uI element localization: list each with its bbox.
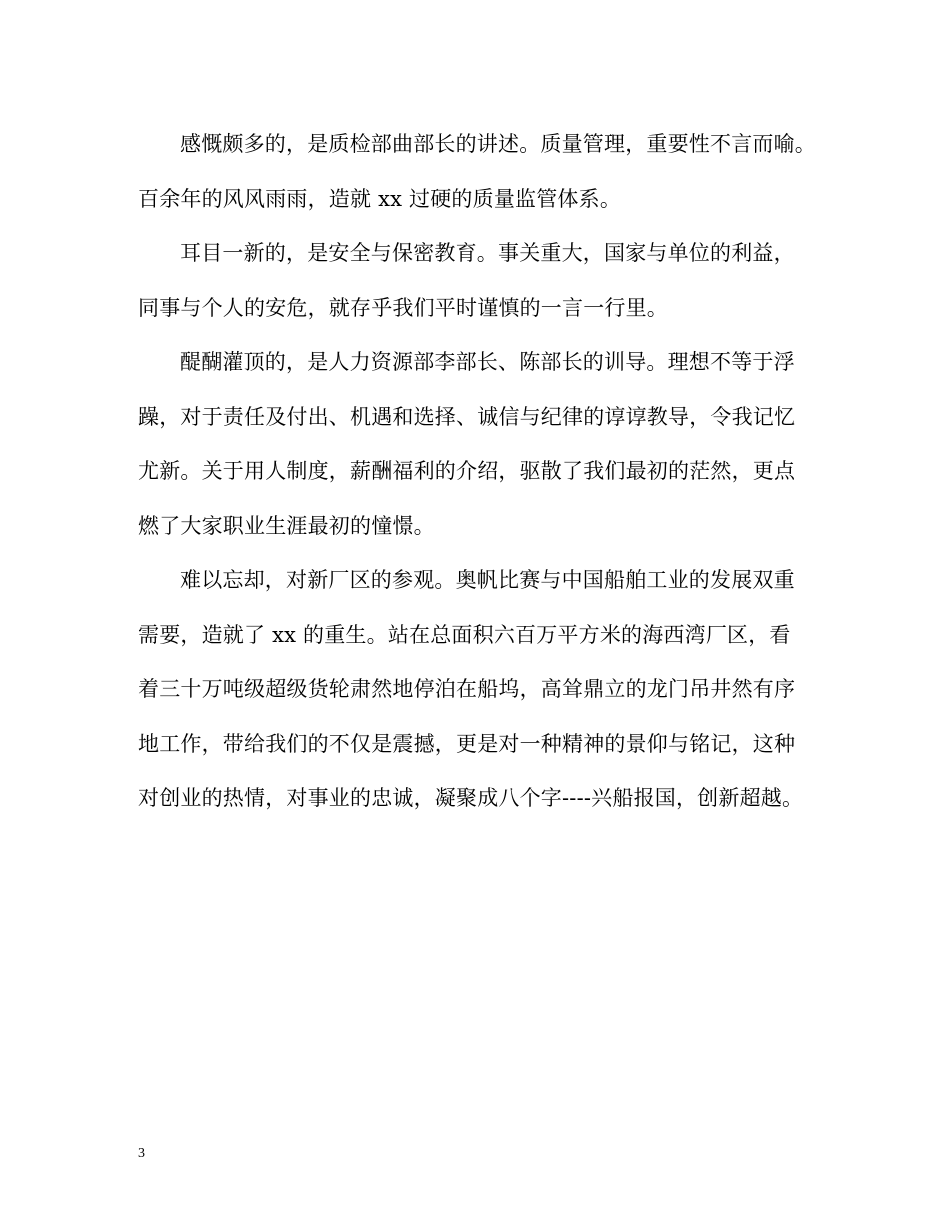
paragraph-line: 躁，对于责任及付出、机遇和选择、诚信与纪律的谆谆教导，令我记忆 — [138, 404, 796, 429]
paragraph-4 — [138, 553, 828, 826]
paragraph-line: 难以忘却，对新厂区的参观。奥帆比赛与中国船舶工业的发展双重 — [180, 568, 795, 592]
document-body — [138, 117, 828, 826]
paragraph-line: 燃了大家职业生涯最初的憧憬。 — [138, 513, 435, 538]
paragraph-line: 醍醐灌顶的，是人力资源部李部长、陈部长的训导。理想不等于浮 — [180, 350, 795, 374]
paragraph-1 — [138, 117, 828, 226]
paragraph-line: 感慨颇多的，是质检部曲部长的讲述。质量管理，重要性不言而喻。 — [180, 132, 816, 156]
paragraph-line: 对创业的热情，对事业的忠诚，凝聚成八个字----兴船报国，创新超越。 — [138, 786, 804, 810]
paragraph-2 — [138, 226, 828, 335]
paragraph-line: 耳目一新的，是安全与保密教育。事关重大，国家与单位的利益， — [180, 241, 795, 265]
paragraph-line: 需要，造就了 xx 的重生。站在总面积六百万平方米的海西湾厂区，看 — [138, 622, 791, 647]
paragraph-line: 尤新。关于用人制度，薪酬福利的介绍，驱散了我们最初的茫然，更点 — [138, 459, 796, 483]
paragraph-line: 同事与个人的安危，就存乎我们平时谨慎的一言一行里。 — [138, 295, 668, 320]
paragraph-3 — [138, 335, 828, 553]
page-number: 3 — [138, 1146, 145, 1161]
paragraph-line: 百余年的风风雨雨，造就 xx 过硬的质量监管体系。 — [138, 186, 622, 211]
paragraph-line: 着三十万吨级超级货轮肃然地停泊在船坞，高耸鼎立的龙门吊井然有序 — [138, 677, 796, 701]
paragraph-line: 地工作，带给我们的不仅是震撼，更是对一种精神的景仰与铭记，这种 — [138, 731, 796, 756]
